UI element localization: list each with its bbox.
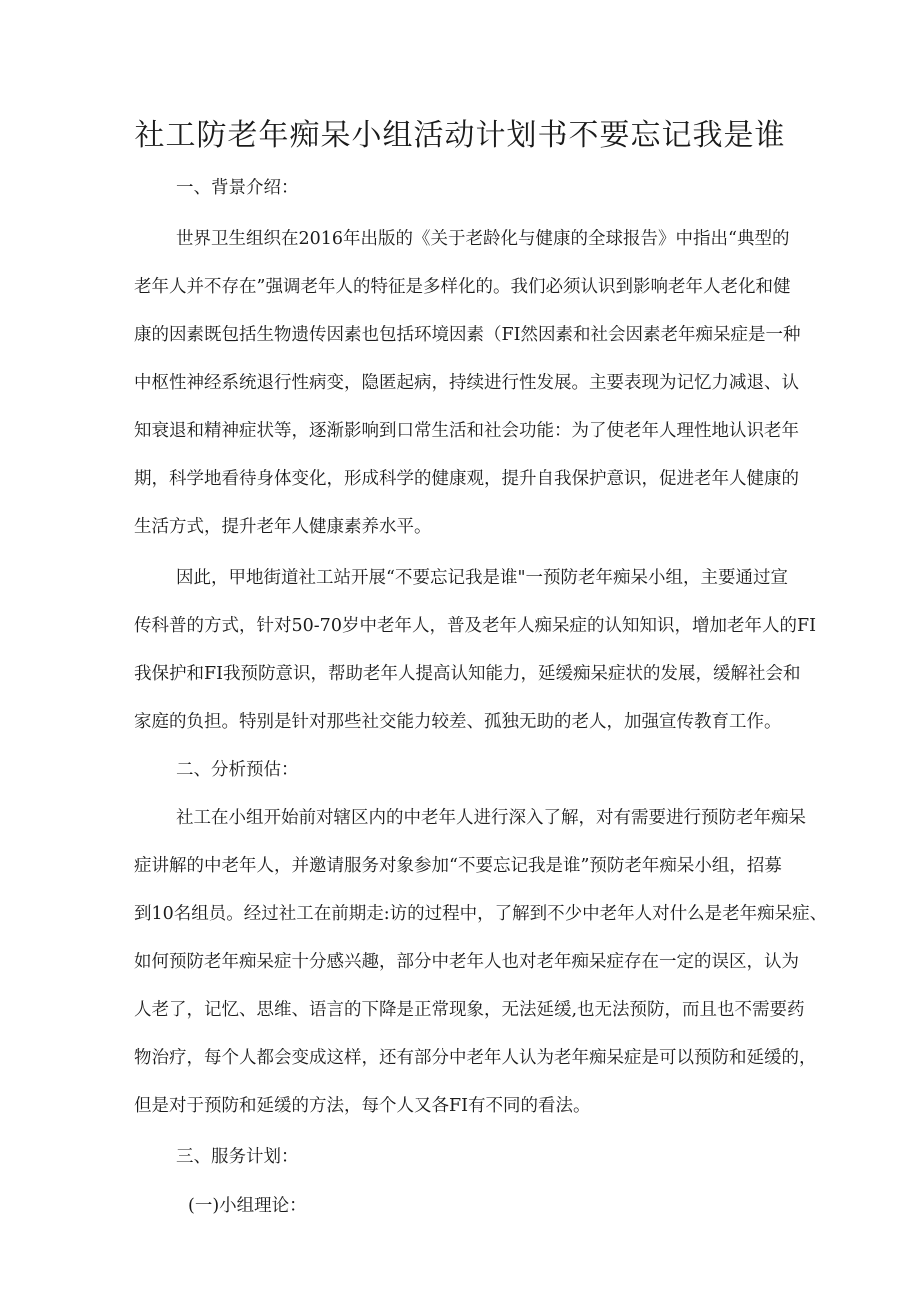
paragraph-line: 世界卫生组织在2016年出版的《关于老龄化与健康的全球报告》中指出“典型的 bbox=[176, 229, 790, 249]
paragraph-line: 症讲解的中老年人，并邀请服务对象参加“不要忘记我是谁”预防老年痴呆小组，招募 bbox=[134, 856, 782, 876]
paragraph-line: 康的因素既包括生物遗传因素也包括环境因素（FI然因素和社会因素老年痴呆症是一种 bbox=[134, 325, 801, 345]
paragraph-line: 期，科学地看待身体变化，形成科学的健康观，提升自我保护意识，促进老年人健康的 bbox=[134, 469, 799, 489]
paragraph-line: 知衰退和精神症状等，逐渐影响到口常生活和社会功能：为了使老年人理性地认识老年 bbox=[134, 421, 799, 441]
paragraph-line: 中枢性神经系统退行性病变，隐匿起病，持续进行性发展。主要表现为记忆力减退、认 bbox=[134, 373, 799, 393]
paragraph-line: 但是对于预防和延缓的方法，每个人又各FI有不同的看法。 bbox=[134, 1096, 591, 1116]
paragraph-line: 我保护和FI我预防意识，帮助老年人提高认知能力，延缓痴呆症状的发展，缓解社会和 bbox=[134, 664, 801, 684]
paragraph-line: 老年人并不存在”强调老年人的特征是多样化的。我们必须认识到影响老年人老化和健 bbox=[134, 277, 791, 297]
paragraph-line: 家庭的负担。特别是针对那些社交能力较差、孤独无助的老人，加强宣传教育工作。 bbox=[134, 712, 782, 732]
paragraph-line: 传科普的方式，针对50-70岁中老年人，普及老年人痴呆症的认知知识，增加老年人的FI bbox=[134, 616, 817, 636]
paragraph-line: 社工在小组开始前对辖区内的中老年人进行深入了解，对有需要进行预防老年痴呆 bbox=[176, 808, 806, 828]
section-heading-background: 一、背景介绍： bbox=[176, 178, 299, 198]
subsection-heading-group-theory: (一)小组理论： bbox=[188, 1196, 307, 1216]
paragraph-line: 到10名组员。经过社工在前期走:访的过程中，了解到不少中老年人对什么是老年痴呆症、 bbox=[134, 904, 828, 924]
paragraph-line: 人老了，记忆、思维、语言的下降是正常现象，无法延缓,也无法预防，而且也不需要药 bbox=[134, 1000, 805, 1020]
document-title: 社工防老年痴呆小组活动计划书不要忘记我是谁 bbox=[134, 118, 786, 153]
section-heading-analysis: 二、分析预估： bbox=[176, 760, 299, 780]
paragraph-line: 生活方式，提升老年人健康素养水平。 bbox=[134, 517, 432, 537]
paragraph-line: 如何预防老年痴呆症十分感兴趣，部分中老年人也对老年痴呆症存在一定的误区，认为 bbox=[134, 952, 799, 972]
paragraph-line: 物治疗，每个人都会变成这样，还有部分中老年人认为老年痴呆症是可以预防和延缓的， bbox=[134, 1048, 817, 1068]
section-heading-service-plan: 三、服务计划： bbox=[176, 1147, 299, 1167]
paragraph-line: 因此，甲地街道社工站开展“不要忘记我是谁"一预防老年痴呆小组，主要通过宣 bbox=[176, 568, 788, 588]
